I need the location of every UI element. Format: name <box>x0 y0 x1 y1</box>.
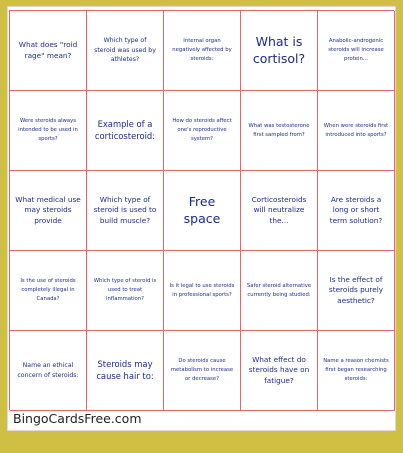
bingo-cell-text: Free space <box>183 194 221 226</box>
bingo-cell-text: Example of a corticosteroid: <box>94 119 156 141</box>
bingo-cell[interactable] <box>87 331 164 411</box>
bingo-cell-text: Is it legal to use steroids in professional sports? <box>169 282 235 298</box>
bingo-cell[interactable] <box>164 331 241 411</box>
bingo-cell[interactable] <box>10 91 87 171</box>
bingo-cell-text: Safer steroid alternative currently being studied: <box>246 282 312 298</box>
bingo-cell[interactable] <box>10 11 87 91</box>
bingo-cell-text: Are steroids a long or short term solution? <box>329 194 383 225</box>
bingo-cell-text: How do steroids affect one's reproductive system? <box>172 118 232 142</box>
bingo-cell[interactable] <box>318 171 395 251</box>
bingo-cell-text: Corticosteroids will neutralize the... <box>251 194 307 225</box>
bingo-cell[interactable] <box>318 11 395 91</box>
bingo-cell[interactable] <box>164 11 241 91</box>
bingo-cell-text: Anabolic-androgenic steroids will increase protein... <box>328 38 384 62</box>
bingo-cell[interactable] <box>10 331 87 411</box>
bingo-cell-text: Were steroids always intended to be used in sports? <box>18 118 78 142</box>
bingo-cell-text: Name an ethical concern of steroids: <box>17 361 79 379</box>
bingo-cell-text: Name a reason chemists first began researching steroids: <box>323 358 389 382</box>
bingo-cell-text: Which type of steroid was used by athletes? <box>94 36 156 64</box>
bingo-cell[interactable] <box>164 171 241 251</box>
bingo-cell[interactable] <box>241 91 318 171</box>
bingo-cell[interactable] <box>241 331 318 411</box>
bingo-cell-text: Do steroids cause metabolism to increase or decrease? <box>170 358 234 382</box>
bingo-cell-text: Steroids may cause hair to: <box>96 359 154 381</box>
bingo-cell[interactable] <box>318 91 395 171</box>
bingo-cell[interactable] <box>241 11 318 91</box>
bingo-cell[interactable] <box>318 251 395 331</box>
bingo-cell-text: What does "roid rage" mean? <box>18 39 78 60</box>
bingo-cell-text: Which type of steroid is used to build muscle? <box>93 194 157 225</box>
bingo-cell[interactable] <box>87 171 164 251</box>
bingo-card <box>7 6 396 431</box>
bingo-cell-text: What medical use may steroids provide <box>15 194 81 225</box>
footer-site-name: BingoCardsFree.com <box>13 411 142 426</box>
bingo-cell-text: What was testosterone first sampled from? <box>248 122 310 138</box>
bingo-cell[interactable] <box>87 11 164 91</box>
bingo-cell-text: Is the use of steroids completely illegal in Canada? <box>20 278 76 302</box>
bingo-cell-text: Internal organ negatively affected by steroids: <box>172 38 232 62</box>
bingo-cell[interactable] <box>241 171 318 251</box>
bingo-cell-text: When were steroids first introduced into sports? <box>323 122 389 138</box>
bingo-grid <box>9 10 394 410</box>
bingo-cell[interactable] <box>318 331 395 411</box>
bingo-cell[interactable] <box>87 91 164 171</box>
bingo-cell[interactable] <box>164 91 241 171</box>
bingo-cell[interactable] <box>10 171 87 251</box>
bingo-cell[interactable] <box>164 251 241 331</box>
bingo-cell[interactable] <box>241 251 318 331</box>
bingo-cell-text: What effect do steroids have on fatigue? <box>248 354 310 385</box>
bingo-cell[interactable] <box>10 251 87 331</box>
bingo-cell-text: Is the effect of steroids purely aesthetic? <box>328 274 384 305</box>
bingo-cell-text: What is cortisol? <box>252 34 306 66</box>
bingo-cell[interactable] <box>87 251 164 331</box>
bingo-cell-text: Which type of steroid is used to treat inflammation? <box>93 278 157 302</box>
